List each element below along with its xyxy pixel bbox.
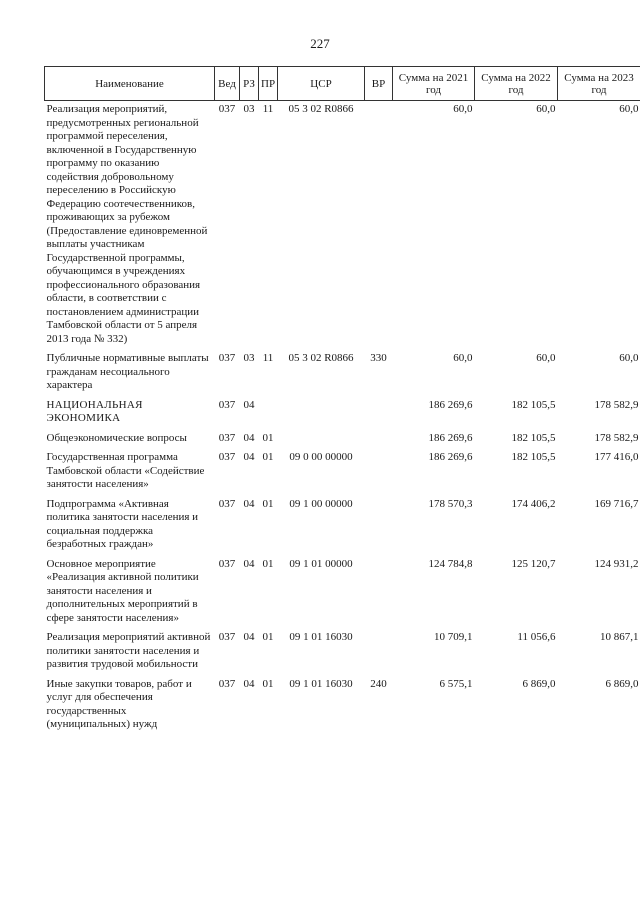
row-name: Реализация мероприятий активной политики занятости населения и развития трудовой мобильности: [46, 631, 211, 670]
table-row: [45, 629, 640, 676]
col-header-ved: Вед: [215, 67, 240, 101]
row-sum-2022: 11 056,6: [517, 631, 556, 643]
row-pr: [259, 397, 278, 430]
table-row: [45, 101, 640, 351]
row-name: Публичные нормативные выплаты гражданам несоциального характера: [46, 352, 209, 391]
row-ved: 037: [218, 631, 236, 643]
row-sum-2021: 10 709,1: [434, 631, 473, 643]
row-sum-2022: 125 120,7: [511, 557, 556, 570]
row-sum-2023: 10 867,1: [600, 631, 639, 643]
row-sum-2022: 60,0: [536, 103, 556, 115]
row-name: Общеэкономические вопросы: [46, 431, 187, 444]
row-ved: 037: [218, 431, 236, 444]
row-vr: [365, 556, 393, 630]
row-csr: 09 1 01 00000: [289, 557, 353, 570]
row-sum-2021: 124 784,8: [428, 557, 473, 570]
row-name: Подпрограмма «Активная политика занятости населения и социальная поддержка безработных граждан»: [46, 497, 199, 550]
row-sum-2022: 60,0: [536, 352, 556, 364]
row-pr: 01: [262, 677, 274, 690]
row-rz: 04: [243, 451, 255, 463]
row-name: НАЦИОНАЛЬНАЯ ЭКОНОМИКА: [46, 398, 143, 424]
row-ved: 037: [218, 451, 236, 463]
row-sum-2021: 186 269,6: [428, 398, 473, 411]
row-sum-2022: 174 406,2: [511, 497, 556, 510]
table-row: [45, 556, 640, 630]
row-name: Государственная программа Тамбовской области «Содействие занятости населения»: [46, 451, 205, 490]
row-vr: 240: [370, 677, 387, 690]
row-ved: 037: [218, 103, 236, 115]
row-vr: 330: [370, 352, 387, 364]
row-sum-2023: 6 869,0: [605, 677, 639, 690]
row-sum-2022: 6 869,0: [522, 677, 556, 690]
row-sum-2022: 182 105,5: [511, 451, 556, 463]
row-csr: 09 1 00 00000: [289, 497, 353, 510]
row-rz: 04: [243, 497, 255, 510]
row-name: Основное мероприятие «Реализация активной политики занятости населения и дополнительных мероприятий в сфере занятости населения»: [46, 557, 199, 624]
col-header-sum-2023: Сумма на 2023 год: [558, 67, 640, 101]
row-pr: 01: [262, 497, 274, 510]
row-ved: 037: [218, 557, 236, 570]
row-rz: 04: [243, 631, 255, 643]
table-row: [45, 676, 640, 736]
row-sum-2021: 60,0: [453, 103, 473, 115]
budget-table: [44, 66, 640, 736]
row-vr: [365, 449, 393, 496]
table-row: [45, 350, 640, 397]
row-pr: 01: [262, 431, 274, 444]
row-rz: 04: [243, 557, 255, 570]
row-pr: 11: [262, 103, 274, 115]
row-sum-2021: 60,0: [453, 352, 473, 364]
row-pr: 11: [262, 352, 274, 364]
row-csr: 05 3 02 R0866: [288, 103, 354, 115]
col-header-rz: РЗ: [240, 67, 259, 101]
row-csr: 09 1 01 16030: [289, 677, 353, 690]
row-sum-2023: 177 416,0: [594, 451, 639, 463]
row-sum-2023: 124 931,2: [594, 557, 639, 570]
row-sum-2021: 178 570,3: [428, 497, 473, 510]
col-header-sum-2022: Сумма на 2022 год: [475, 67, 558, 101]
row-sum-2022: 182 105,5: [511, 431, 556, 444]
row-vr: [365, 101, 393, 351]
table-row: [45, 397, 640, 430]
row-rz: 04: [243, 398, 255, 411]
row-rz: 03: [243, 103, 255, 115]
row-sum-2022: 182 105,5: [511, 398, 556, 411]
row-rz: 04: [243, 677, 255, 690]
row-vr: [365, 496, 393, 556]
row-sum-2023: 178 582,9: [594, 431, 639, 444]
table-row: [45, 430, 640, 450]
row-pr: 01: [262, 631, 274, 643]
row-ved: 037: [218, 497, 236, 510]
row-name: Иные закупки товаров, работ и услуг для обеспечения государственных (муниципальных) нужд: [46, 677, 192, 730]
row-ved: 037: [218, 352, 236, 364]
col-header-csr: ЦСР: [278, 67, 365, 101]
col-header-pr: ПР: [259, 67, 278, 101]
row-name: Реализация мероприятий, предусмотренных региональной программой переселения, включенной в Государственную программу по оказанию содействия добровольному переселению в Российскую Федерацию соотечественников, проживающих за рубежом (Предоставление единовременной выплаты участникам Государственной программы, обучающимся в учреждениях профессионального образования области, в соответствии с постановлением администрации Тамбовской области от 5 апреля 2013 года № 332): [46, 103, 208, 345]
row-pr: 01: [262, 451, 274, 463]
row-ved: 037: [218, 677, 236, 690]
table-row: [45, 496, 640, 556]
table-header: [45, 67, 640, 101]
row-vr: [365, 397, 393, 430]
row-ved: 037: [218, 398, 236, 411]
row-sum-2021: 186 269,6: [428, 431, 473, 444]
row-csr: 09 0 00 00000: [289, 451, 353, 463]
row-sum-2021: 6 575,1: [439, 677, 473, 690]
row-sum-2023: 169 716,7: [594, 497, 639, 510]
row-pr: 01: [262, 557, 274, 570]
row-csr: 05 3 02 R0866: [288, 352, 354, 364]
row-csr: [278, 397, 365, 430]
row-sum-2023: 60,0: [619, 103, 639, 115]
row-csr: 09 1 01 16030: [289, 631, 353, 643]
row-sum-2023: 178 582,9: [594, 398, 639, 411]
row-sum-2023: 60,0: [619, 352, 639, 364]
row-vr: [365, 430, 393, 450]
col-header-name: Наименование: [45, 67, 215, 101]
row-csr: [278, 430, 365, 450]
col-header-sum-2021: Сумма на 2021 год: [393, 67, 475, 101]
table-row: [45, 449, 640, 496]
table-body: [45, 101, 640, 736]
row-vr: [365, 629, 393, 676]
col-header-vr: ВР: [365, 67, 393, 101]
row-rz: 03: [243, 352, 255, 364]
page-number: 227: [310, 36, 330, 51]
row-sum-2021: 186 269,6: [428, 451, 473, 463]
row-rz: 04: [243, 431, 255, 444]
